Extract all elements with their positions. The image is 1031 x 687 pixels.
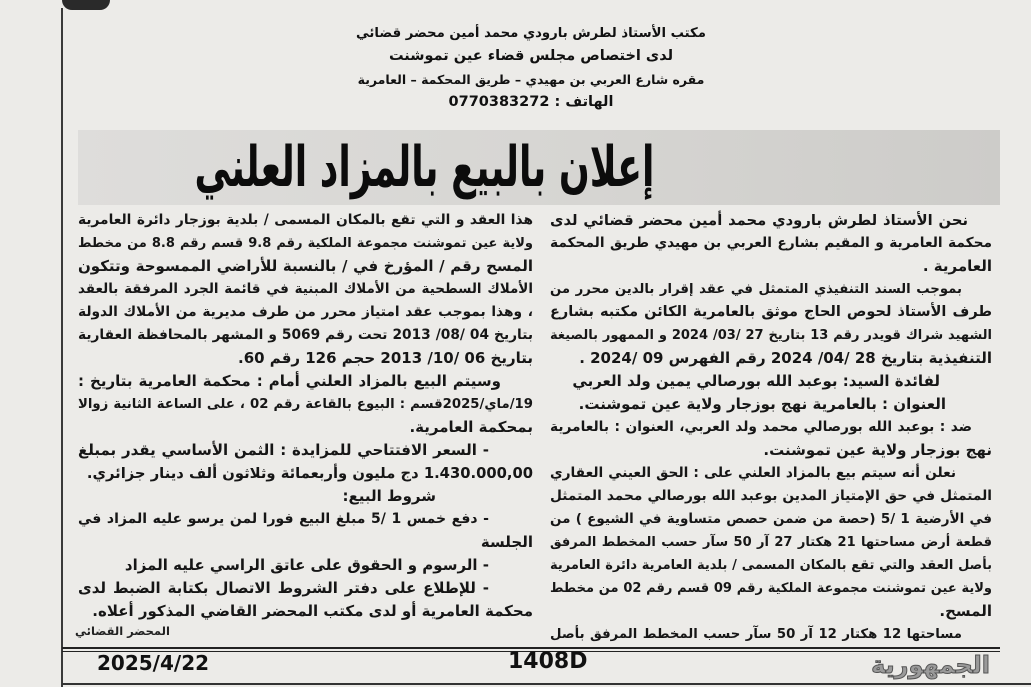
bailiff-signature: المحضر القضائي xyxy=(75,624,170,638)
text-line: المتمثل في حق الإمتياز المدين بوعبد الله بورصالي محمد المتمثل xyxy=(550,488,992,504)
paragraph xyxy=(550,370,992,393)
text-line: محكمة العامرية أو لدى مكتب المحضر القاضي المذكور أعلاه. xyxy=(92,602,533,620)
newspaper-logo: الجمهورية xyxy=(871,651,990,679)
office-name: مكتب الأستاذ لطرش بارودي محمد أمين محضر قضائي xyxy=(356,26,706,41)
adjacent-ad-fragment xyxy=(62,0,110,10)
paragraph xyxy=(550,416,992,462)
text-line: نحن الأستاذ لطرش بارودي محمد أمين محضر قضائي لدى xyxy=(550,212,968,229)
paragraph xyxy=(550,209,992,278)
paragraph xyxy=(78,439,533,485)
paragraph xyxy=(78,577,533,623)
office-address: مقره شارع العربي بن مهيدي – طريق المحكمة – العامرية xyxy=(357,72,705,87)
text-line: 1.430.000,00 دج مليون وأربعمائة وثلاثون ألف دينار جزائري. xyxy=(86,465,533,482)
left-border-rule xyxy=(61,8,63,687)
text-line: 19/ماي/2025قسم : البيوع بالقاعة رقم 02 ، على الساعة الثانية زوالا xyxy=(78,397,533,412)
paragraph xyxy=(550,462,992,623)
bottom-border-rule xyxy=(62,683,1031,685)
column-right xyxy=(550,209,992,646)
text-line: في الأرضية 1 /5 (حصة من ضمن حصص متساوية في الشيوع ) من xyxy=(550,511,992,527)
text-line: طرف الأستاذ لحوص الحاج موثق بالعامرية الكائن مكتبه بشارع xyxy=(550,304,992,320)
text-line: المسح. xyxy=(939,602,992,620)
bailiff-office-header xyxy=(355,22,707,114)
text-line: العامرية . xyxy=(922,257,992,275)
text-line: قطعة أرض مساحتها 21 هكتار 27 آر 50 سآر حسب المخطط المرفق xyxy=(550,535,992,550)
text-line: هذا العقد و التي تقع بالمكان المسمى / بلدية بوزجار دائرة العامرية xyxy=(78,212,533,228)
paragraph xyxy=(550,623,992,646)
text-line: بموجب السند التنفيذي المتمثل في عقد إقرار بالدين محرر من xyxy=(550,282,962,297)
text-line: بأصل العقد والتي تقع بالمكان المسمى / بلدية العامرية دائرة العامرية xyxy=(550,558,992,573)
text-line: ولاية عين تموشنت مجموعة الملكية رقم 09 قسم رقم 02 من مخطط xyxy=(550,581,992,596)
text-line: بتاريخ 04 /08/ 2013 تحت رقم 5069 و المشهر بالمحافظة العقارية xyxy=(78,327,533,343)
text-line: - السعر الافتتاحي للمزايدة : الثمن الأساسي يقدر بمبلغ xyxy=(78,441,489,459)
text-line: شروط البيع: xyxy=(342,487,436,505)
paragraph xyxy=(78,554,533,577)
title-container xyxy=(194,130,780,205)
text-line: ولاية عين تموشنت مجموعة الملكية رقم 9.8 قسم رقم 8.8 من مخطط xyxy=(78,236,533,251)
text-line: - دفع خمس 1 /5 مبلغ البيع فورا لمن يرسو عليه المزاد في xyxy=(78,511,489,527)
text-line: الأملاك السطحية من الأملاك المبنية في قائمة الجرد المرفقة بالعقد xyxy=(78,281,533,297)
text-line: ، وهذا بموجب عقد امتياز محرر من طرف مديرية من الأملاك الدولة xyxy=(78,304,533,320)
text-line: - للإطلاع على دفتر الشروط الاتصال بكتابة الضبط لدى xyxy=(78,579,489,597)
text-line: المسح رقم / المؤرخ في / بالنسبة للأراضي الممسوحة وتتكون xyxy=(78,257,533,275)
publication-date: 2025/4/22 xyxy=(97,651,210,675)
office-jurisdiction: لدى اختصاص مجلس قضاء عين تموشنت xyxy=(388,48,674,64)
text-line: الشهيد شراك قويدر رقم 13 بتاريخ 27 /03/ 2024 و الممهور بالصيغة xyxy=(550,328,992,343)
text-line: مساحتها 12 هكتار 12 آر 50 سآر حسب المخطط المرفق بأصل xyxy=(550,627,962,642)
office-phone: الهاتف : 0770383272 xyxy=(448,94,614,110)
text-line: لفائدة السيد: بوعبد الله بورصالي يمين ولد العربي xyxy=(572,372,940,390)
paragraph xyxy=(78,370,533,439)
text-line: نهج بوزجار ولاية عين تموشنت. xyxy=(763,441,992,459)
text-line: بمحكمة العامرية. xyxy=(409,418,533,436)
paragraph xyxy=(78,485,533,508)
text-line: بتاريخ 06 /10/ 2013 حجم 126 رقم 60. xyxy=(238,349,533,367)
text-line: وسيتم البيع بالمزاد العلني أمام : محكمة العامرية بتاريخ : xyxy=(78,372,501,390)
text-line: - الرسوم و الحقوق على عاتق الراسي عليه المزاد xyxy=(124,556,489,574)
paragraph xyxy=(78,209,533,370)
text-line: العنوان : بالعامرية نهج بوزجار ولاية عين تموشنت. xyxy=(578,395,946,413)
text-line: نعلن أنه سيتم بيع بالمزاد العلني على : الحق العيني العقاري xyxy=(550,465,956,481)
text-line: التنفيذية بتاريخ 28 /04/ 2024 رقم الفهرس 09 /2024 . xyxy=(579,349,992,367)
column-left xyxy=(78,209,533,623)
ad-reference-code: 1408D xyxy=(508,649,588,674)
text-line: ضد : بوعبد الله بورصالي محمد ولد العربي، العنوان : بالعامرية xyxy=(550,419,972,435)
text-line: الجلسة xyxy=(480,533,533,551)
text-line: محكمة العامرية و المقيم بشارع العربي بن مهيدي طريق المحكمة xyxy=(550,235,992,251)
paragraph xyxy=(550,393,992,416)
paragraph xyxy=(550,278,992,370)
notice-title: إعلان بالبيع بالمزاد العلني xyxy=(194,135,655,200)
paragraph xyxy=(78,508,533,554)
